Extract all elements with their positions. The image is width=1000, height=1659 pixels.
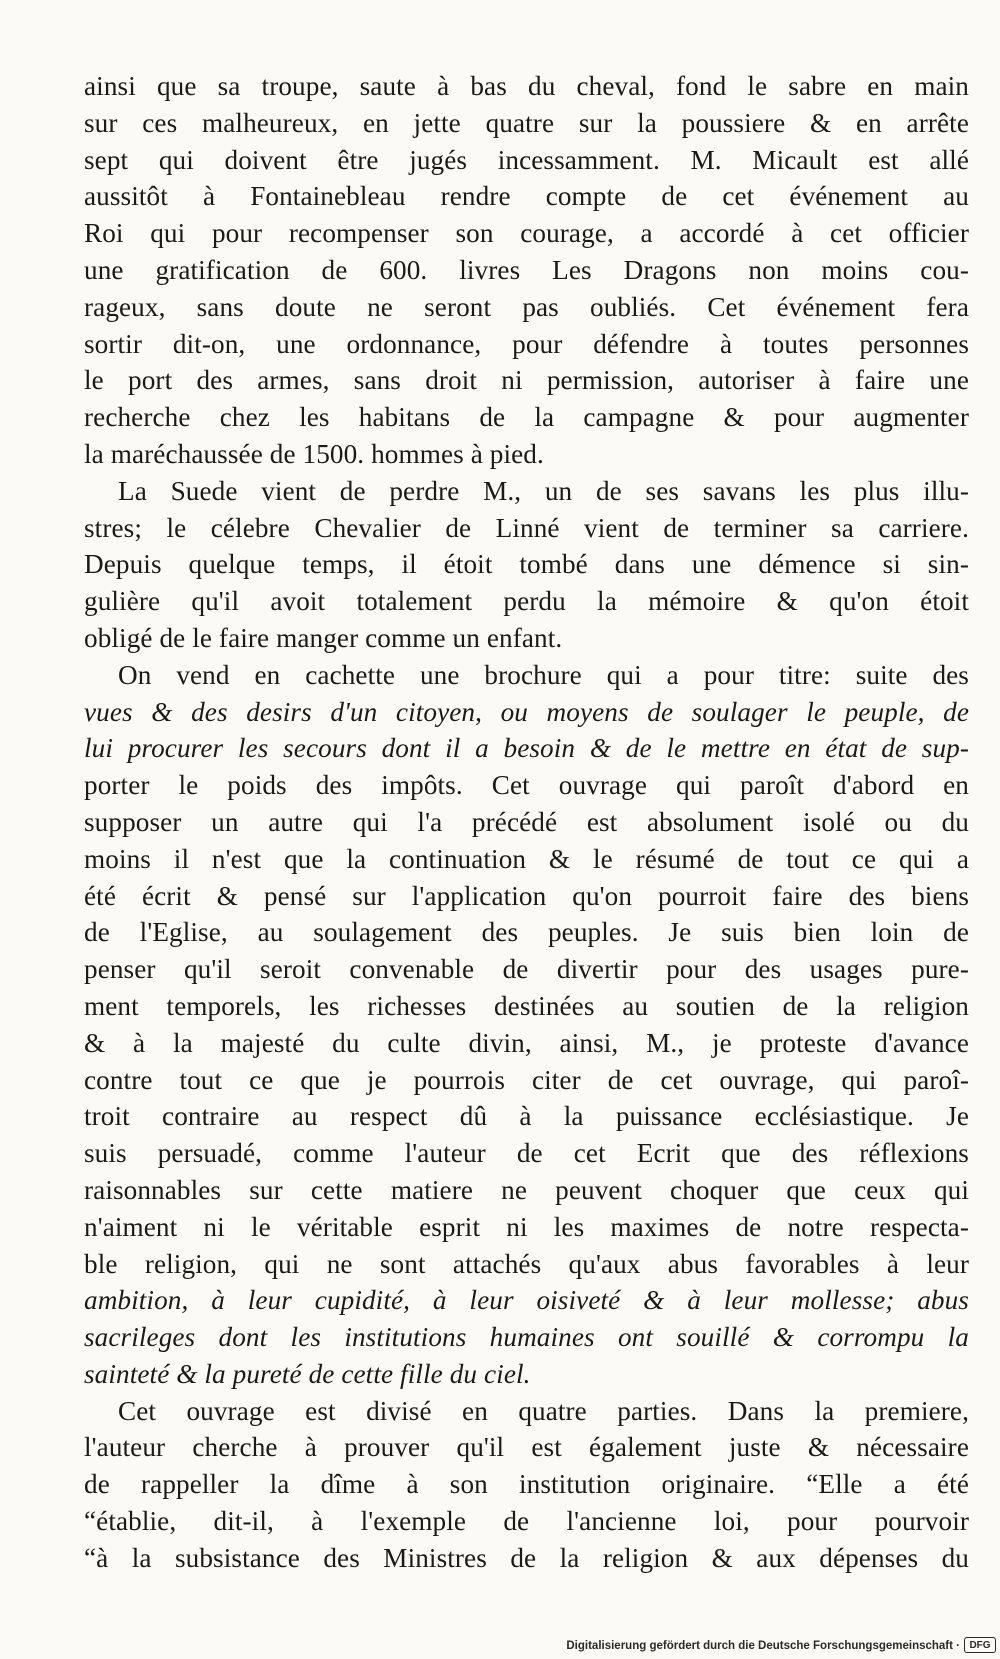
text-line: & à la majesté du culte divin, ainsi, M., je proteste d'avance bbox=[84, 1027, 969, 1058]
text-line: Cet ouvrage est divisé en quatre parties. Dans la premiere, bbox=[118, 1395, 969, 1426]
paragraph bbox=[84, 657, 969, 1393]
text-line: “à la subsistance des Ministres de la religion & aux dépenses du bbox=[84, 1542, 969, 1573]
text-line: Depuis quelque temps, il étoit tombé dans une démence si sin- bbox=[84, 549, 969, 580]
text-line: de rappeller la dîme à son institution originaire. “Elle a été bbox=[84, 1469, 969, 1500]
text-line: ble religion, qui ne sont attachés qu'aux abus favorables à leur bbox=[84, 1248, 969, 1279]
text-line: recherche chez les habitans de la campagne & pour augmenter bbox=[84, 402, 969, 433]
text-line: ment temporels, les richesses destinées au soutien de la religion bbox=[84, 990, 969, 1021]
paragraph bbox=[84, 68, 969, 473]
text-line: suis persuadé, comme l'auteur de cet Ecrit que des réflexions bbox=[84, 1138, 969, 1169]
text-line: vues & des desirs d'un citoyen, ou moyens de soulager le peuple, de bbox=[84, 696, 969, 727]
text-line: de l'Eglise, au soulagement des peuples. Je suis bien loin de bbox=[84, 917, 969, 948]
text-line: aussitôt à Fontainebleau rendre compte de cet événement au bbox=[84, 181, 969, 212]
text-line: sainteté & la pureté de cette fille du ciel. bbox=[84, 1358, 531, 1389]
text-line: été écrit & pensé sur l'application qu'on pourroit faire des biens bbox=[84, 880, 969, 911]
text-line: ambition, à leur cupidité, à leur oisiveté & à leur mollesse; abus bbox=[84, 1285, 969, 1316]
text-line: contre tout ce que je pourrois citer de cet ouvrage, qui paroî- bbox=[84, 1064, 969, 1095]
text-line: sortir dit-on, une ordonnance, pour défendre à toutes personnes bbox=[84, 328, 969, 359]
text-line: La Suede vient de perdre M., un de ses savans les plus illu- bbox=[118, 475, 969, 506]
text-line: supposer un autre qui l'a précédé est absolument isolé ou du bbox=[84, 806, 969, 837]
text-line: “établie, dit-il, à l'exemple de l'ancienne loi, pour pourvoir bbox=[84, 1506, 969, 1537]
text-line: porter le poids des impôts. Cet ouvrage qui paroît d'abord en bbox=[84, 770, 969, 801]
text-line: le port des armes, sans droit ni permission, autoriser à faire une bbox=[84, 365, 969, 396]
text-line: moins il n'est que la continuation & le résumé de tout ce qui a bbox=[84, 843, 969, 874]
funding-credit: Digitalisierung gefördert durch die Deutsche Forschungsgemeinschaft · bbox=[566, 1640, 960, 1652]
text-line: n'aiment ni le véritable esprit ni les maximes de notre respecta- bbox=[84, 1211, 969, 1242]
text-line: lui procurer les secours dont il a besoin & de le mettre en état de sup- bbox=[84, 733, 969, 764]
text-line: On vend en cachette une brochure qui a pour titre: suite des bbox=[118, 659, 969, 690]
text-line: stres; le célebre Chevalier de Linné vient de terminer sa carriere. bbox=[84, 512, 969, 543]
dfg-logo: DFG bbox=[964, 1637, 996, 1653]
text-line: ainsi que sa troupe, saute à bas du cheval, fond le sabre en main bbox=[84, 71, 969, 101]
text-line: rageux, sans doute ne seront pas oubliés. Cet événement fera bbox=[84, 291, 969, 322]
text-line: gulière qu'il avoit totalement perdu la mémoire & qu'on étoit bbox=[84, 586, 969, 617]
text-line: raisonnables sur cette matiere ne peuvent choquer que ceux qui bbox=[84, 1174, 969, 1205]
text-line: sept qui doivent être jugés incessamment. M. Micault est allé bbox=[84, 144, 969, 175]
text-line: Roi qui pour recompenser son courage, a accordé à cet officier bbox=[84, 218, 969, 249]
paragraph bbox=[84, 473, 969, 657]
text-line: une gratification de 600. livres Les Dragons non moins cou- bbox=[84, 254, 969, 285]
digitization-footer bbox=[0, 1634, 1000, 1659]
paragraph bbox=[84, 1393, 969, 1577]
text-line: l'auteur cherche à prouver qu'il est également juste & nécessaire bbox=[84, 1432, 969, 1463]
text-line: obligé de le faire manger comme un enfant. bbox=[84, 622, 563, 653]
body-text bbox=[84, 68, 969, 1577]
text-line: sacrileges dont les institutions humaines ont souillé & corrompu la bbox=[84, 1322, 969, 1353]
text-line: sur ces malheureux, en jette quatre sur la poussiere & en arrête bbox=[84, 107, 969, 138]
text-line: troit contraire au respect dû à la puissance ecclésiastique. Je bbox=[84, 1101, 969, 1132]
text-line: la maréchaussée de 1500. hommes à pied. bbox=[84, 438, 544, 469]
text-line: penser qu'il seroit convenable de divertir pour des usages pure- bbox=[84, 954, 969, 985]
